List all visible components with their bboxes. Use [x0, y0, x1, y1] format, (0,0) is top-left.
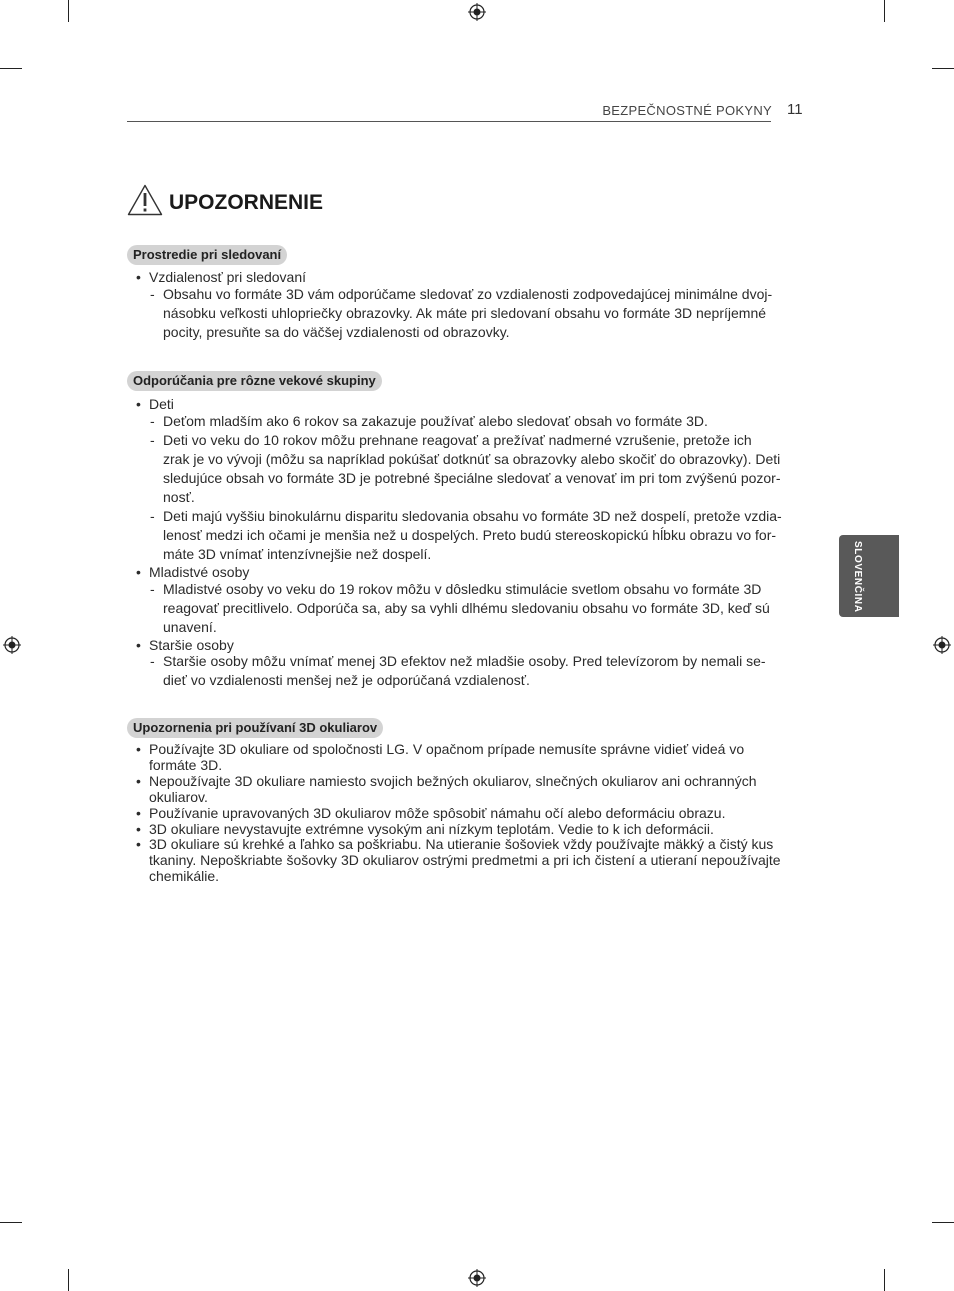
bullet-line: tkaniny. Nepoškriabte šošovky 3D okuliarov ostrými predmetmi a pri ich čistení a utieraní nepoužívajte [149, 852, 781, 868]
bullet-mark: • [136, 836, 141, 852]
page-number: 11 [787, 101, 803, 118]
dash-line: unavení. [163, 619, 217, 635]
section-heading: Upozornenia pri používaní 3D okuliarov [127, 718, 383, 738]
bullet-line: Používanie upravovaných 3D okuliarov môže spôsobiť námahu očí alebo deformáciu obrazu. [149, 805, 726, 821]
dash-mark: - [150, 581, 155, 597]
bullet-line: okuliarov. [149, 789, 208, 805]
bullet-mark: • [136, 269, 141, 285]
section-heading: Prostredie pri sledovaní [127, 245, 287, 265]
dash-line: pocity, presuňte sa do väčšej vzdialenosti od obrazovky. [163, 324, 510, 340]
dash-mark: - [150, 413, 155, 429]
crop-mark [0, 1222, 22, 1223]
dash-line: Mladistvé osoby vo veku do 19 rokov môžu v dôsledku stimulácie svetlom obsahu vo formáte 3D [163, 581, 762, 597]
header-rule [127, 121, 771, 122]
dash-line: reagovať precitlivelo. Odporúča sa, aby sa vyhli dlhému sledovaniu obsahu vo formáte 3D, keď sú [163, 600, 770, 616]
bullet-line: Používajte 3D okuliare od spoločnosti LG. V opačnom prípade nemusíte správne vidieť videá vo [149, 741, 745, 757]
dash-mark: - [150, 432, 155, 448]
dash-line: máte 3D vnímať intenzívnejšie než dospelí. [163, 546, 432, 562]
dash-line: dieť vo vzdialenosti menšej než je odporúčaná vzdialenosť. [163, 672, 530, 688]
bullet-mark: • [136, 821, 141, 837]
registration-mark-icon [468, 1269, 486, 1287]
warning-triangle-icon [127, 184, 163, 216]
registration-mark-icon [3, 636, 21, 654]
crop-mark [932, 1222, 954, 1223]
bullet-line: formáte 3D. [149, 757, 223, 773]
bullet-text: Staršie osoby [149, 637, 234, 653]
dash-line: Deťom mladším ako 6 rokov sa zakazuje používať alebo sledovať obsah vo formáte 3D. [163, 413, 708, 429]
dash-line: nosť. [163, 489, 195, 505]
dash-line: Obsahu vo formáte 3D vám odporúčame sledovať zo vzdialenosti zodpovedajúcej minimálne dvoj- [163, 286, 773, 302]
bullet-line: Nepoužívajte 3D okuliare namiesto svojich bežných okuliarov, slnečných okuliarov ani ochranných [149, 773, 757, 789]
registration-mark-icon [468, 3, 486, 21]
crop-mark [884, 1269, 885, 1291]
bullet-text: Vzdialenosť pri sledovaní [149, 269, 307, 285]
dash-mark: - [150, 508, 155, 524]
bullet-text: Mladistvé osoby [149, 564, 250, 580]
registration-mark-icon [933, 636, 951, 654]
dash-line: násobku veľkosti uhlopriečky obrazovky. Ak máte pri sledovaní obsahu vo formáte 3D nepríjemné [163, 305, 767, 321]
bullet-mark: • [136, 396, 141, 412]
bullet-line: 3D okuliare nevystavujte extrémne vysokým ani nízkym teplotám. Vedie to k ich deformácii. [149, 821, 714, 837]
dash-line: Deti majú vyššiu binokulárnu disparitu sledovania obsahu vo formáte 3D než dospelí, pretože vzdia- [163, 508, 782, 524]
dash-mark: - [150, 286, 155, 302]
crop-mark [884, 0, 885, 22]
language-tab-label: SLOVENČINA [852, 541, 863, 613]
crop-mark [68, 0, 69, 22]
running-header: BEZPEČNOSTNÉ POKYNY [602, 103, 772, 118]
bullet-mark: • [136, 637, 141, 653]
bullet-mark: • [136, 564, 141, 580]
bullet-mark: • [136, 805, 141, 821]
dash-line: Deti vo veku do 10 rokov môžu prehnane reagovať a prežívať nadmerné vzrušenie, pretože ich [163, 432, 752, 448]
crop-mark [932, 68, 954, 69]
crop-mark [0, 68, 22, 69]
dash-mark: - [150, 653, 155, 669]
dash-line: Staršie osoby môžu vnímať menej 3D efektov než mladšie osoby. Pred televízorom by nemali se- [163, 653, 766, 669]
dash-line: sledujúce obsah vo formáte 3D je potrebné špeciálne sledovať a venovať im pri tom zvýšenú pozor- [163, 470, 781, 486]
page-title-row [127, 176, 323, 216]
crop-mark [68, 1269, 69, 1291]
section-heading: Odporúčania pre rôzne vekové skupiny [127, 371, 382, 391]
bullet-line: 3D okuliare sú krehké a ľahko sa poškriabu. Na utieranie šošoviek vždy používajte mäkký a čistý kus [149, 836, 774, 852]
dash-line: zrak je vo vývoji (môžu sa napríklad pokúšať dotknúť sa obrazovky alebo skočiť do obrazovky). Deti [163, 451, 781, 467]
bullet-mark: • [136, 773, 141, 789]
bullet-line: chemikálie. [149, 868, 220, 884]
dash-line: lenosť medzi ich očami je menšia než u dospelých. Preto budú stereoskopickú hĺbku obrazu vo for- [163, 527, 777, 543]
bullet-text: Deti [149, 396, 174, 412]
page-title: UPOZORNENIE [169, 191, 324, 214]
bullet-mark: • [136, 741, 141, 757]
